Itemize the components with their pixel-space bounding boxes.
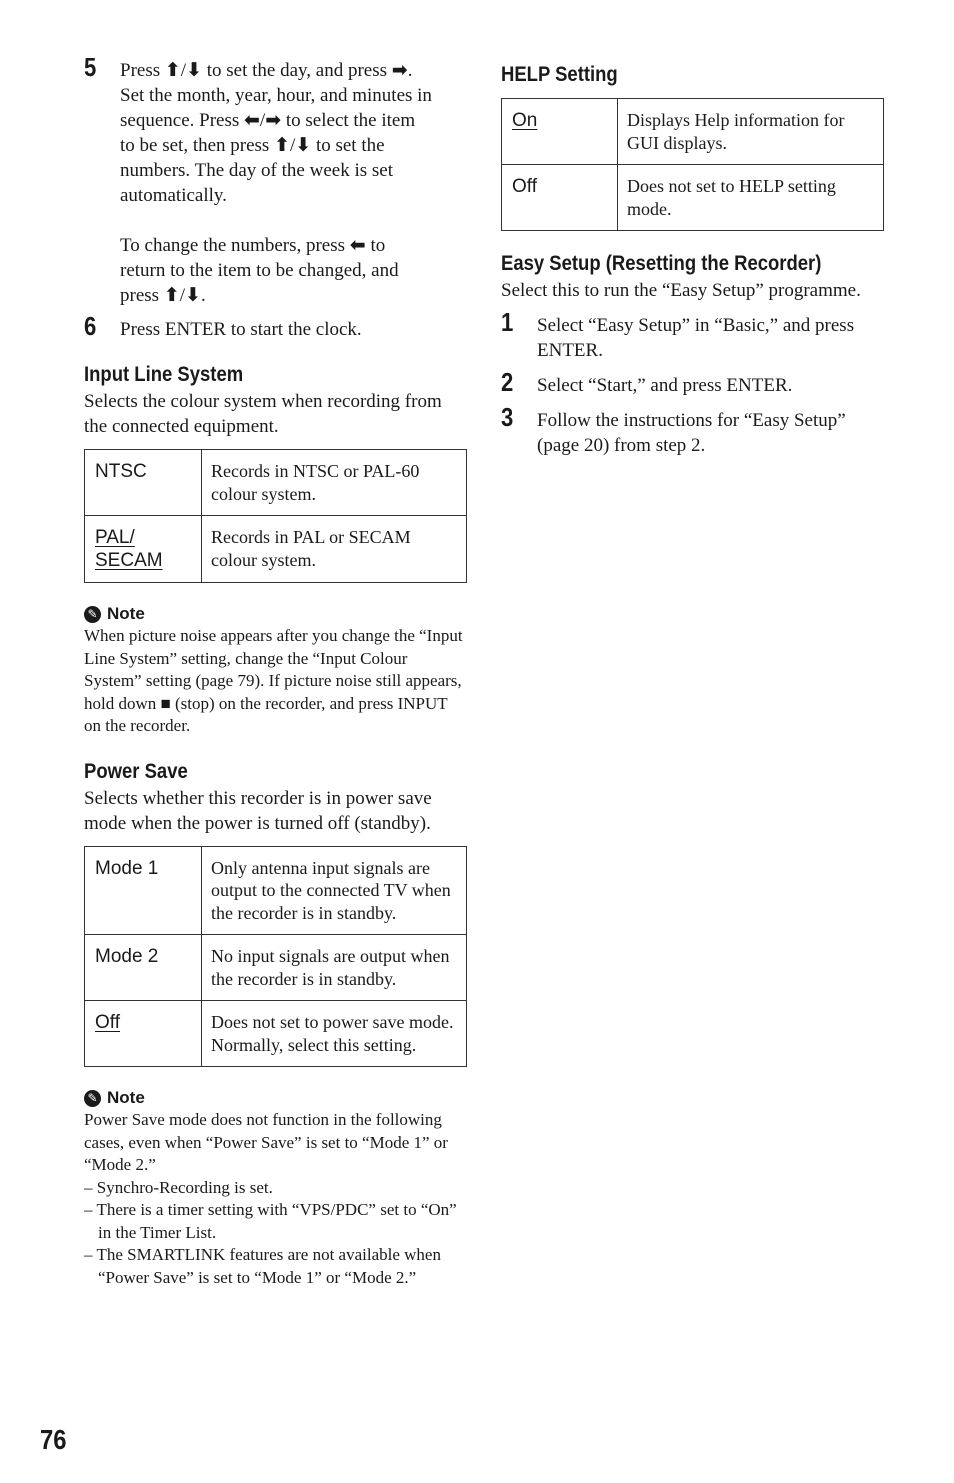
step-text: Follow the instructions for “Easy Setup” (page 20) from step 2. <box>537 410 846 456</box>
step-text: to <box>370 235 386 256</box>
list-item: – The SMARTLINK features are not available when “Power Save” is set to “Mode 1” or “Mode 2.” <box>84 1245 441 1287</box>
note-label: Note <box>107 1088 145 1107</box>
table-row <box>85 516 467 583</box>
step-6 <box>84 311 468 342</box>
up-arrow-icon: ⬆ <box>164 59 181 81</box>
step-line: sequence. Press ⬅/➡ to select the item <box>120 109 416 131</box>
step-line: Press ⬆/⬇ to set the day, and press ➡. <box>120 59 413 81</box>
down-arrow-icon: ⬇ <box>185 284 201 306</box>
step-number: 5 <box>84 52 96 82</box>
input-line-description: Selects the colour system when recording from the connected equipment. <box>84 391 442 437</box>
step-line: Set the month, year, hour, and minutes in <box>120 85 432 106</box>
step-line <box>120 233 468 258</box>
power-save-description: Selects whether this recorder is in power save mode when the power is turned off (standby). <box>84 787 432 834</box>
table-row <box>85 846 467 935</box>
table-row <box>85 450 467 516</box>
easy-step-1 <box>501 307 885 363</box>
option-value: Only antenna input signals are output to the connected TV when the recorder is in standby. <box>202 846 467 935</box>
table-row <box>502 165 884 231</box>
option-key <box>85 1001 202 1067</box>
option-value: No input signals are output when the recorder is in standby. <box>202 935 467 1001</box>
option-key: Mode 2 <box>85 935 202 1001</box>
option-value: Records in NTSC or PAL-60 colour system. <box>202 450 467 516</box>
note-icon: ✎ <box>84 606 101 623</box>
right-arrow-icon: ➡ <box>265 109 282 131</box>
step-number: 1 <box>501 307 513 337</box>
step-text: Press <box>120 60 161 81</box>
list-item: – Synchro-Recording is set. <box>84 1177 273 1197</box>
option-value: Does not set to power save mode. Normally, select this setting. <box>202 1001 467 1067</box>
right-column <box>501 58 885 458</box>
down-arrow-icon: ⬇ <box>186 59 202 81</box>
option-value: Displays Help information for GUI displays. <box>618 99 884 165</box>
step-text: To change the numbers, press <box>120 235 346 256</box>
option-key-default: On <box>512 110 538 131</box>
page-number: 76 <box>40 1424 67 1455</box>
step-line: return to the item to be changed, and <box>120 260 399 281</box>
step-text: to select the item <box>285 110 416 131</box>
down-arrow-icon: ⬇ <box>295 134 312 156</box>
option-key-line: PAL/ <box>95 527 135 548</box>
note-2 <box>84 1087 468 1289</box>
left-column <box>84 52 468 1289</box>
step-text: Select “Start,” and press ENTER. <box>537 375 793 396</box>
step-5 <box>84 52 468 308</box>
step-line: to be set, then press ⬆/⬇ to set the <box>120 134 385 156</box>
power-save-table <box>84 846 467 1068</box>
step-number: 3 <box>501 402 513 432</box>
note-label: Note <box>107 604 145 623</box>
note-icon: ✎ <box>84 1090 101 1107</box>
note-text: When picture noise appears after you change the “Input Line System” setting, change the “Input Colour System” setting (page 79). If picture noise still appears, hold down ■ (stop) on the recorder, and press INPUT on the recorder. <box>84 626 463 735</box>
step-line: numbers. The day of the week is set <box>120 160 393 181</box>
up-arrow-icon: ⬆ <box>274 134 290 156</box>
input-line-table <box>84 449 467 583</box>
option-key-default: Off <box>95 1012 120 1033</box>
easy-step-3 <box>501 402 885 458</box>
help-table <box>501 98 884 231</box>
step-text: sequence. Press <box>120 110 240 131</box>
step-text: to set the <box>315 135 385 156</box>
option-key: NTSC <box>85 450 202 516</box>
note-header <box>84 1087 468 1109</box>
step-line: press ⬆/⬇. <box>120 284 206 306</box>
table-row <box>85 935 467 1001</box>
option-key-line: SECAM <box>95 550 163 571</box>
option-value: Does not set to HELP setting mode. <box>618 165 884 231</box>
step-text: to be set, then press <box>120 135 270 156</box>
step-line: automatically. <box>120 185 227 206</box>
easy-setup-description: Select this to run the “Easy Setup” programme. <box>501 280 861 301</box>
list-item: – There is a timer setting with “VPS/PDC” set to “On” in the Timer List. <box>84 1200 457 1242</box>
step-text: Select “Easy Setup” in “Basic,” and press ENTER. <box>537 315 855 361</box>
option-key: Mode 1 <box>85 846 202 935</box>
step-text: press <box>120 285 160 306</box>
step-number: 2 <box>501 367 513 397</box>
option-key: Off <box>502 165 618 231</box>
table-row <box>85 1001 467 1067</box>
help-heading: HELP Setting <box>501 63 618 86</box>
table-row <box>502 99 884 165</box>
right-arrow-icon: ➡ <box>391 59 408 81</box>
power-save-heading: Power Save <box>84 759 188 783</box>
step-text: to set the day, and press <box>206 60 388 81</box>
option-key <box>502 99 618 165</box>
left-arrow-icon: ⬅ <box>349 234 366 256</box>
up-arrow-icon: ⬆ <box>163 284 180 306</box>
easy-setup-heading: Easy Setup (Resetting the Recorder) <box>501 252 822 275</box>
option-value: Records in PAL or SECAM colour system. <box>202 516 467 583</box>
input-line-heading: Input Line System <box>84 363 244 386</box>
note-header <box>84 603 468 625</box>
step-text: . <box>200 285 206 306</box>
step-text: . <box>407 60 413 81</box>
option-key <box>85 516 202 583</box>
note-text: Power Save mode does not function in the following cases, even when “Power Save” is set to “Mode 1” or “Mode 2.” <box>84 1110 448 1174</box>
left-arrow-icon: ⬅ <box>244 109 260 131</box>
easy-step-2 <box>501 367 885 398</box>
note-1 <box>84 603 468 738</box>
step-text: Press ENTER to start the clock. <box>120 319 362 340</box>
step-number: 6 <box>84 311 96 341</box>
